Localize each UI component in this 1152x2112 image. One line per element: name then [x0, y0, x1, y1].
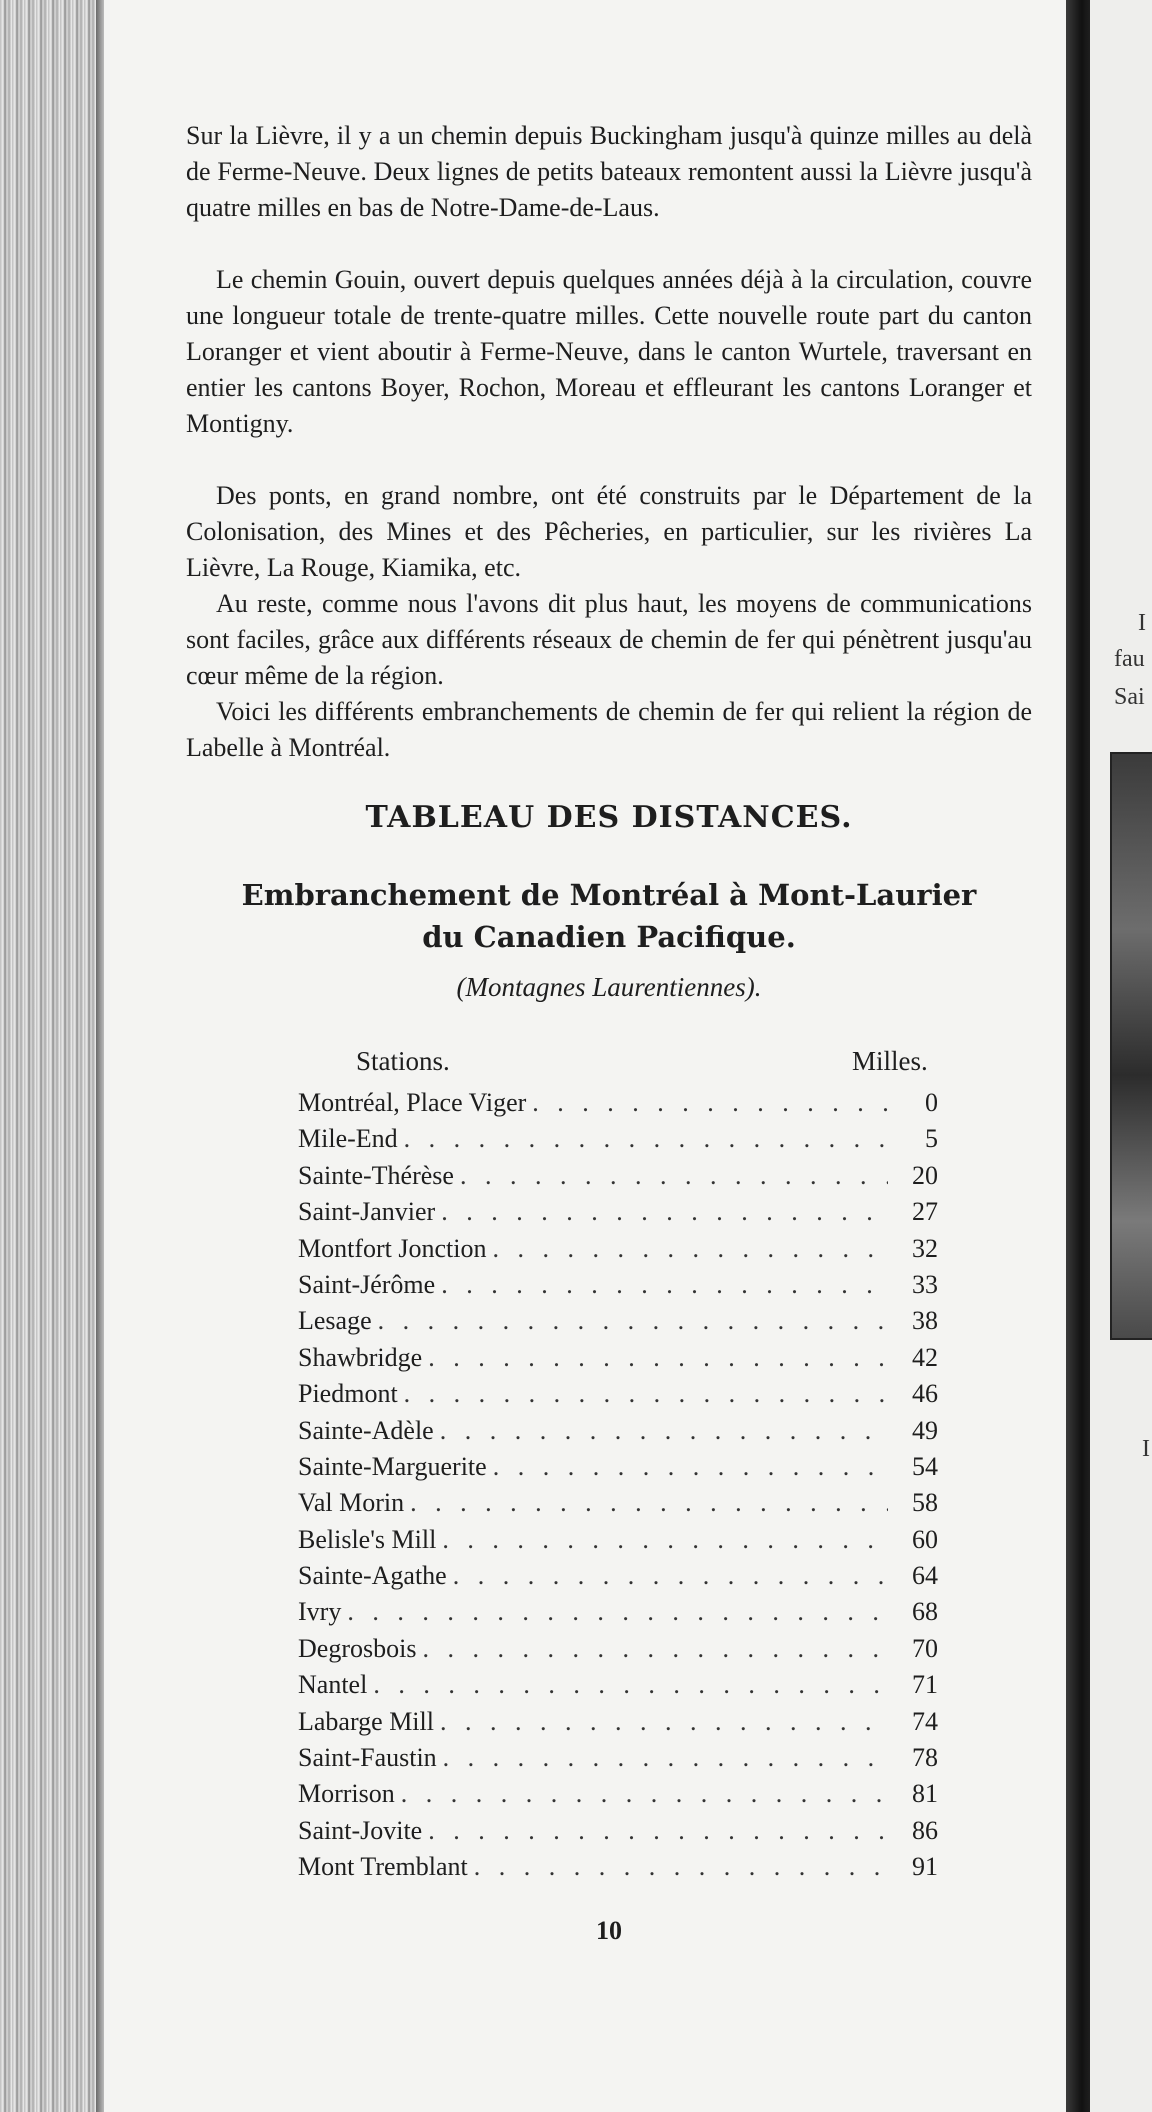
station-miles: 68: [912, 1597, 938, 1627]
page-number: 10: [596, 1916, 622, 1945]
station-row: [298, 1852, 938, 1888]
station-name: Sainte-Thérèse: [298, 1160, 454, 1190]
station-miles: 33: [912, 1269, 938, 1299]
station-row: [298, 1197, 938, 1233]
station-row: [298, 1124, 938, 1160]
paragraph-chemin-gouin: Le chemin Gouin, ouvert depuis quelques années déjà à la circulation, couvre une longueur totale de trente-quatre milles. Cette nouvelle route part du canton Loranger et vient aboutir à Ferme-Neuve, dans le canton Wurtele, traversant en entier les cantons Boyer, Rochon, Moreau et effleurant les cantons Loranger et Montigny.: [186, 265, 1032, 438]
station-miles: 74: [912, 1706, 938, 1736]
dot-leader: [373, 1670, 888, 1700]
station-miles: 58: [912, 1488, 938, 1518]
station-row: [298, 1670, 938, 1706]
dot-leader: [443, 1743, 888, 1773]
branch-title-line2: du Canadien Pacifique.: [422, 920, 796, 954]
station-row: [298, 1306, 938, 1342]
dot-leader: [440, 1416, 888, 1446]
station-miles: 46: [912, 1379, 938, 1409]
station-miles: 71: [912, 1670, 938, 1700]
dot-leader: [428, 1343, 888, 1373]
dot-leader: [441, 1270, 888, 1300]
station-row: [298, 1597, 938, 1633]
station-name: Ivry: [298, 1597, 342, 1627]
station-name: Saint-Jovite: [298, 1815, 423, 1845]
dot-leader: [442, 1525, 888, 1555]
page-edges: [0, 0, 104, 2112]
station-name: Sainte-Marguerite: [298, 1451, 487, 1481]
dot-leader: [422, 1634, 888, 1664]
dot-leader: [474, 1852, 888, 1882]
station-miles: 86: [912, 1815, 938, 1845]
station-name: Saint-Jérôme: [298, 1269, 436, 1299]
station-row: [298, 1743, 938, 1779]
dot-leader: [532, 1088, 888, 1118]
station-row: [298, 1234, 938, 1270]
paragraph-lievre: Sur la Lièvre, il y a un chemin depuis Buckingham jusqu'à quinze milles au delà de Ferme-Neuve. Deux lignes de petits bateaux remontent aussi la Lièvre jusqu'à quatre milles en bas de Notre-Dame-de-Laus.: [186, 121, 1032, 222]
station-row: [298, 1161, 938, 1197]
station-miles: 64: [912, 1561, 938, 1591]
station-name: Degrosbois: [298, 1633, 417, 1663]
dot-leader: [453, 1561, 888, 1591]
station-name: Lesage: [298, 1306, 372, 1336]
dot-leader: [404, 1379, 888, 1409]
facing-page-fragment: I: [1142, 1436, 1150, 1462]
station-miles: 5: [925, 1124, 938, 1154]
column-header-milles: Milles.: [852, 1046, 928, 1076]
book-spine: [1066, 0, 1092, 2112]
station-row: [298, 1525, 938, 1561]
station-miles: 38: [912, 1306, 938, 1336]
station-name: Mont Tremblant: [298, 1852, 468, 1882]
station-miles: 32: [912, 1233, 938, 1263]
station-name: Saint-Faustin: [298, 1743, 437, 1773]
station-row: [298, 1779, 938, 1815]
station-name: Sainte-Adèle: [298, 1415, 434, 1445]
station-miles: 27: [912, 1197, 938, 1227]
station-row: [298, 1561, 938, 1597]
station-miles: 20: [912, 1160, 938, 1190]
station-row: [298, 1707, 938, 1743]
dot-leader: [404, 1124, 888, 1154]
column-header-stations: Stations.: [356, 1046, 450, 1076]
branch-title: [186, 874, 1032, 958]
station-miles: 81: [912, 1779, 938, 1809]
station-list: [298, 1088, 938, 1889]
station-name: Belisle's Mill: [298, 1524, 437, 1554]
station-miles: 54: [912, 1451, 938, 1481]
station-row: [298, 1416, 938, 1452]
dot-leader: [493, 1452, 888, 1482]
facing-page-fragment: Sai: [1114, 684, 1145, 710]
station-miles: 60: [912, 1524, 938, 1554]
branch-title-line1: Embranchement de Montréal à Mont-Laurier: [241, 878, 977, 912]
station-row: [298, 1270, 938, 1306]
station-name: Saint-Janvier: [298, 1197, 436, 1227]
dot-leader: [347, 1597, 888, 1627]
paragraph-communications: Au reste, comme nous l'avons dit plus haut, les moyens de communications sont faciles, grâce aux différents réseaux de chemin de fer qui pénètrent jusqu'au cœur même de la région.: [186, 589, 1032, 690]
table-title: TABLEAU DES DISTANCES.: [365, 800, 853, 835]
station-row: [298, 1634, 938, 1670]
dot-leader: [428, 1816, 888, 1846]
paragraph-embranchements: Voici les différents embranchements de chemin de fer qui relient la région de Labelle à Montréal.: [186, 697, 1032, 762]
dot-leader: [378, 1306, 888, 1336]
station-row: [298, 1816, 938, 1852]
dot-leader: [401, 1779, 888, 1809]
station-name: Montréal, Place Viger: [298, 1088, 527, 1117]
dot-leader: [493, 1234, 889, 1264]
station-name: Shawbridge: [298, 1342, 423, 1372]
station-miles: 42: [912, 1342, 938, 1372]
station-name: Sainte-Agathe: [298, 1561, 447, 1591]
paragraph-ponts: Des ponts, en grand nombre, ont été construits par le Département de la Colonisation, des Mines et des Pêcheries, en particulier, sur les rivières La Lièvre, La Rouge, Kiamika, etc.: [186, 481, 1032, 582]
station-row: [298, 1452, 938, 1488]
facing-page-fragment: I: [1138, 610, 1146, 636]
station-row: [298, 1379, 938, 1415]
station-name: Labarge Mill: [298, 1706, 434, 1736]
station-name: Montfort Jonction: [298, 1233, 487, 1263]
dot-leader: [460, 1161, 888, 1191]
station-name: Val Morin: [298, 1488, 405, 1518]
station-name: Piedmont: [298, 1379, 398, 1409]
station-row: [298, 1343, 938, 1379]
station-miles: 70: [912, 1633, 938, 1663]
facing-page-photo: [1110, 752, 1152, 1340]
station-row: [298, 1088, 938, 1124]
dot-leader: [441, 1197, 888, 1227]
station-miles: 91: [912, 1852, 938, 1882]
station-miles: 49: [912, 1415, 938, 1445]
station-name: Nantel: [298, 1670, 368, 1700]
station-miles: 0: [925, 1088, 938, 1117]
dot-leader: [410, 1488, 888, 1518]
station-row: [298, 1488, 938, 1524]
station-name: Morrison: [298, 1779, 395, 1809]
subtitle: (Montagnes Laurentiennes).: [456, 972, 762, 1002]
facing-page-fragment: fau: [1114, 646, 1145, 672]
station-miles: 78: [912, 1743, 938, 1773]
station-name: Mile-End: [298, 1124, 398, 1154]
dot-leader: [440, 1707, 888, 1737]
